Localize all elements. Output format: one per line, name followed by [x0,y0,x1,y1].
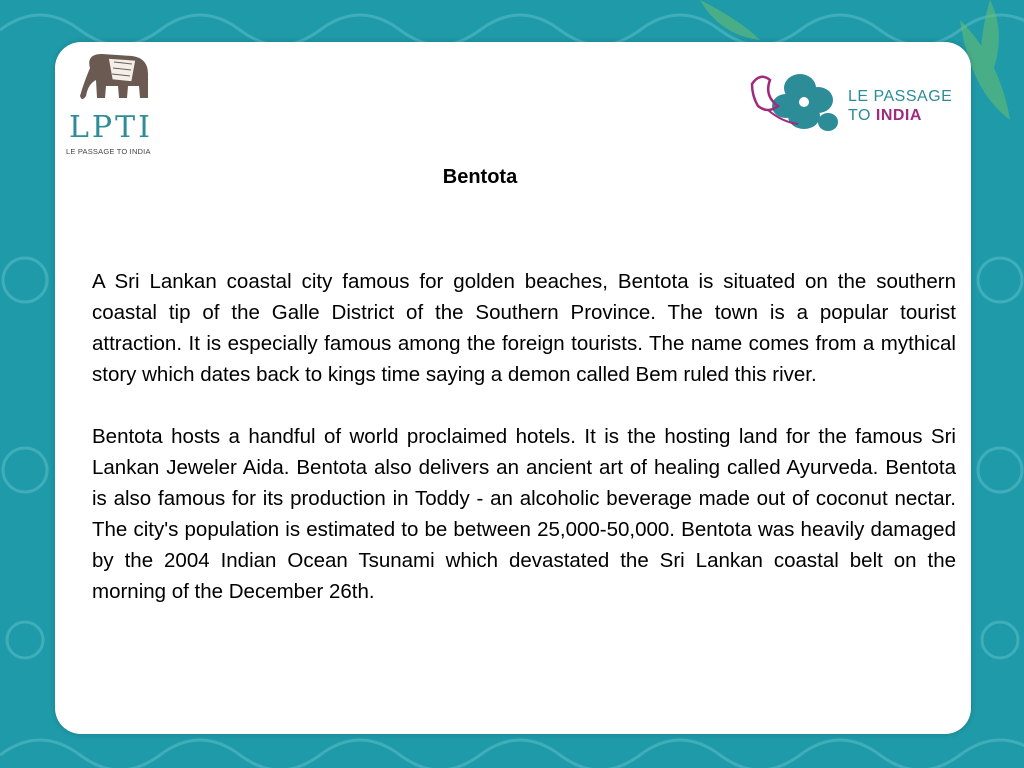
lpti-wordmark: LPTI [69,110,153,145]
flower-icon [748,66,844,138]
logo-line-1: LE PASSAGE [848,88,953,105]
le-passage-to-india-logo [748,66,963,138]
logo-line-2-prefix: TO [848,107,876,124]
slide-title: Bentota [442,166,518,188]
logo-line-2-highlight: INDIA [875,107,922,124]
lpti-tagline: LE PASSAGE TO INDIA [66,147,151,156]
elephant-icon [76,50,156,108]
paragraph-2: Bentota hosts a handful of world proclaimed hotels. It is the hosting land for the famous Sri Lankan Jeweler Aida. Bentota also delivers an ancient art of healing called Ayurveda. Bentota is also famous for its production in Toddy - an alcoholic beverage made out of coconut nectar. The city's population is estimated to be between 25,000-50,000. Bentota was heavily damaged by the 2004 Indian Ocean Tsunami which devastated the Sri Lankan coastal belt on the morning of the December 26th. [92,425,956,603]
paragraph-1: A Sri Lankan coastal city famous for golden beaches, Bentota is situated on the southern coastal tip of the Galle District of the Southern Province. The town is a popular tourist attraction. It is especially famous among the foreign tourists. The name comes from a mythical story which dates back to kings time saying a demon called Bem ruled this river. [92,270,956,386]
lpti-logo [66,50,176,160]
slide-body [92,266,956,638]
logo-line-2 [848,107,922,125]
